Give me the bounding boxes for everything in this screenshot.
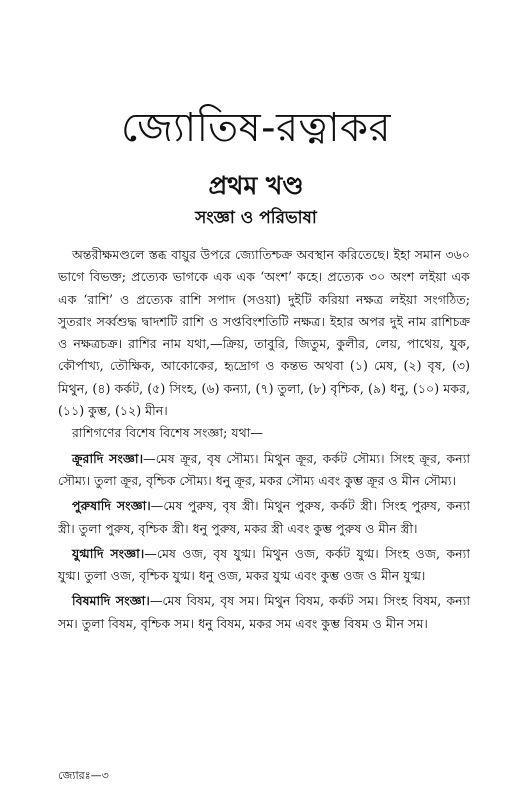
definition-text: —মেষ বিষম, বৃষ সম। মিথুন বিষম, কর্কট সম। সিংহ বিষম, কন্যা সম। তুলা বিষম, বৃশ্চিক সম। ধনু বিষম, মকর সম এবং কুম্ভ বিষম ও মীন সম। — [58, 593, 470, 631]
body-text — [58, 244, 470, 635]
special-intro-paragraph: রাশিগণের বিশেষ বিশেষ সংজ্ঞা; যথা— — [72, 425, 263, 441]
definition-term: পুরুষাদি সংজ্ঞা। — [72, 498, 151, 514]
definition-paragraph — [58, 495, 470, 540]
section-title: সংজ্ঞা ও পরিভাষা — [195, 208, 317, 228]
definition-paragraph — [58, 448, 470, 493]
definition-paragraph — [58, 543, 470, 588]
page-footer: জ্যোরঃ—৩ — [58, 769, 109, 782]
intro-paragraph: অন্তরীক্ষমণ্ডলে স্তব্ধ বায়ুর উপরে জ্যোতিশ্চক্র অবস্থান করিতেছে। ইহা সমান ৩৬০ ভাগে বিভক্ত; প্রত্যেক ভাগকে এক এক ‘অংশ’ কহে। প্রত্যেক ৩০ অংশ লইয়া এক এক ‘রাশি’ ও প্রত্যেক রাশি সপাদ (সওয়া) দুইটি করিয়া নক্ষত্র লইয়া সংগঠিত; সুতরাং সর্ব্বশুদ্ধ দ্বাদশটি রাশি ও সপ্তবিংশতিটি নক্ষত্র। ইহার অপর দুই নাম রাশিচক্র ও নক্ষত্রচক্র। রাশির নাম যথা,—ক্রিয়, তাবুরি, জিতুম, কুলীর, লেয়, পাথেয়, যুক, কৌর্পাখ্য, তৌক্ষিক, আকোকের, হৃদ্রোগ ও কন্তভ অথবা (১) মেষ, (২) বৃষ, (৩) মিথুন, (৪) কর্কট, (৫) সিংহ, (৬) কন্যা, (৭) তুলা, (৮) বৃশ্চিক, (৯) ধনু, (১০) মকর, (১১) কুম্ভ, (১২) মীন। — [58, 247, 470, 419]
definition-text: —মেষ ক্রূর, বৃষ সৌম্য। মিথুন ক্রূর, কর্কট সৌম্য। সিংহ ক্রূর, কন্যা সৌম্য। তুলা ক্রূর, বৃশ্চিক সৌম্য। ধনু ক্রূর, মকর সৌম্য এবং কুম্ভ ক্রূর ও মীন সৌম্য। — [58, 450, 470, 488]
part-title: প্রথম খণ্ড — [208, 171, 304, 200]
definition-text: —মেষ পুরুষ, বৃষ স্ত্রী। মিথুন পুরুষ, কর্কট স্ত্রী। সিংহ পুরুষ, কন্যা স্ত্রী। তুলা পুরুষ, বৃশ্চিক স্ত্রী। ধনু পুরুষ, মকর স্ত্রী এবং কুম্ভ পুরুষ ও মীন স্ত্রী। — [58, 498, 471, 536]
definition-term: বিষমাদি সংজ্ঞা। — [72, 593, 150, 609]
book-title: জ্যোতিষ-রত্নাকর — [120, 105, 392, 151]
definition-text: —মেষ ওজ, বৃষ যুগ্ম। মিথুন ওজ, কর্কট যুগ্ম। সিংহ ওজ, কন্যা যুগ্ম। তুলা ওজ, বৃশ্চিক যুগ্ম। ধনু ওজ, মকর যুগ্ম এবং কুম্ভ ওজ ও মীন যুগ্ম। — [58, 545, 470, 584]
definition-term: ক্রূরাদি সংজ্ঞা। — [72, 450, 144, 466]
definition-term: যুগ্মাদি সংজ্ঞা। — [72, 545, 145, 561]
definition-paragraph — [58, 590, 470, 635]
